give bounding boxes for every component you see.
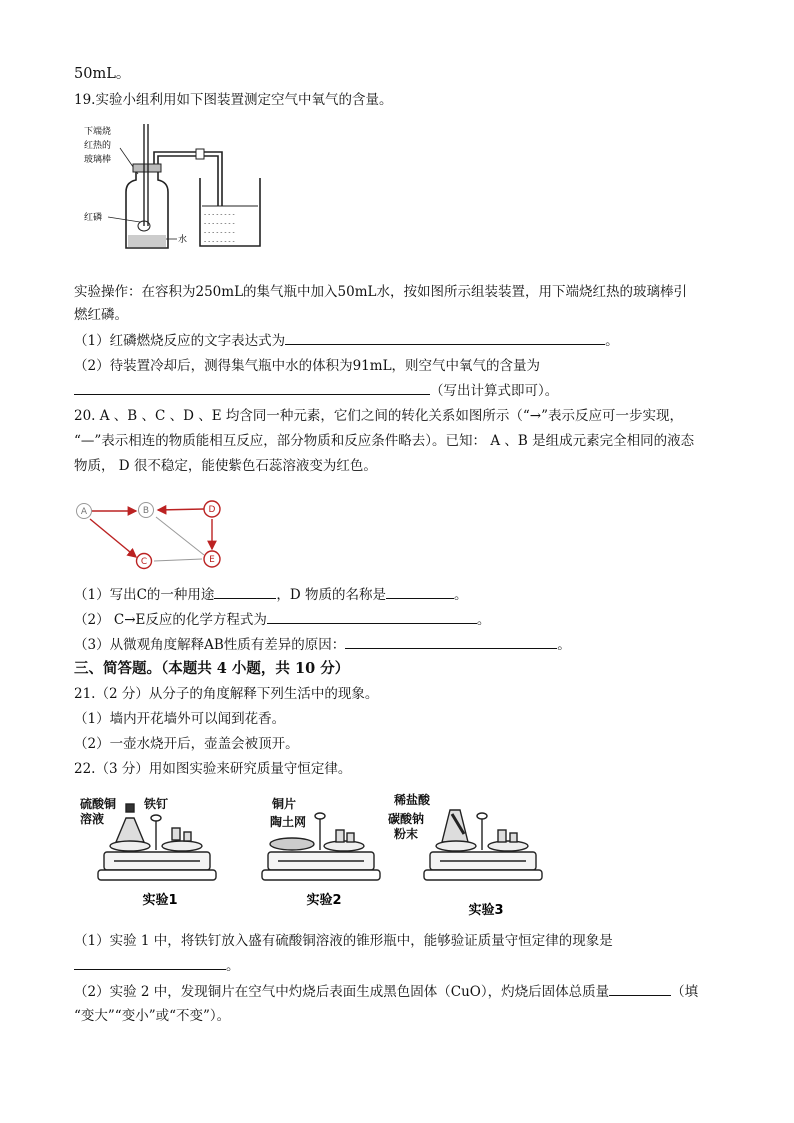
- svg-text:- - - - - - - -: - - - - - - - -: [204, 229, 235, 236]
- answer-blank[interactable]: [285, 331, 605, 345]
- e3-na2co3-label-1: 碳酸钠: [388, 812, 425, 826]
- phosphorus-label: 红磷: [84, 213, 103, 223]
- q21-stem: 21.（2 分）从分子的角度解释下列生活中的现象。: [74, 686, 379, 702]
- node-e: E: [209, 555, 215, 565]
- q21-sub1: （1）墙内开花墙外可以闻到花香。: [74, 711, 286, 727]
- q20-stem-line3: 物质， D 很不稳定，能使紫色石蕊溶液变为红色。: [74, 458, 377, 474]
- q19-sub2-blank: （写出计算式即可）。: [74, 381, 558, 401]
- experiment-1-title: 实验1: [142, 893, 178, 908]
- rod-label-3: 玻璃棒: [84, 155, 112, 165]
- section-3-heading: 三、简答题。（本题共 4 小题，共 10 分）: [74, 660, 350, 677]
- e1-nail-label: 铁钉: [144, 797, 169, 811]
- e2-net-label: 陶土网: [270, 815, 307, 829]
- rod-label-1: 下端烧: [84, 127, 112, 137]
- q20-stem-line2: “—”表示相连的物质能相互反应，部分物质和反应条件略去）。已知： A 、B 是组成元素完全相同的液态: [74, 433, 695, 449]
- q20-sub3: （3）从微观角度解释AB性质有差异的原因： 。: [74, 637, 571, 653]
- q19-operation-line2: 燃红磷。: [74, 307, 128, 323]
- node-c: C: [140, 557, 148, 567]
- q19-sub2: （2）待装置冷却后，测得集气瓶中水的体积为91mL，则空气中氧气的含量为: [74, 358, 541, 374]
- answer-blank[interactable]: [214, 585, 276, 599]
- answer-blank[interactable]: [609, 982, 671, 996]
- q19-apparatus-figure: [82, 118, 282, 258]
- q22-sub1-blank: 。: [74, 956, 240, 976]
- svg-text:- - - - - - - -: - - - - - - - -: [204, 238, 235, 245]
- node-a: A: [80, 507, 88, 517]
- e3-na2co3-label-2: 粉末: [394, 827, 419, 841]
- balance-1: [98, 804, 216, 880]
- water-label: 水: [178, 235, 188, 245]
- rod-label-2: 红热的: [84, 141, 112, 151]
- answer-blank[interactable]: [267, 610, 477, 624]
- e3-acid-label: 稀盐酸: [394, 793, 431, 807]
- q20-relation-diagram: [72, 495, 232, 577]
- e1-solution-label-2: 溶液: [80, 812, 105, 826]
- q20-stem-line1: 20. A 、B 、C 、D 、E 均含同一种元素，它们之间的转化关系如图所示（“→”表示反应可一步实现，: [74, 408, 684, 424]
- q19-sub1: （1）红磷燃烧反应的文字表达式为 。: [74, 333, 619, 349]
- node-b: B: [142, 506, 150, 516]
- q21-sub2: （2）一壶水烧开后，壶盖会被顶开。: [74, 736, 299, 752]
- experiment-2-title: 实验2: [306, 893, 342, 908]
- svg-text:- - - - - - - -: - - - - - - - -: [204, 220, 235, 227]
- experiment-3-title: 实验3: [468, 903, 504, 918]
- answer-blank[interactable]: [74, 381, 430, 395]
- q22-experiments-figure: [74, 790, 564, 920]
- node-d: D: [208, 505, 216, 515]
- svg-text:- - - - - - - -: - - - - - - - -: [204, 211, 235, 218]
- q22-sub2-cont: “变大”“变小”或“不变”）。: [74, 1008, 231, 1024]
- q22-stem: 22.（3 分）用如图实验来研究质量守恒定律。: [74, 761, 352, 777]
- e2-copper-label: 铜片: [272, 797, 297, 811]
- answer-blank[interactable]: [345, 635, 557, 649]
- balance-3: [424, 810, 542, 880]
- q20-sub2: （2） C→E反应的化学方程式为 。: [74, 612, 491, 628]
- q22-sub1: （1）实验 1 中，将铁钉放入盛有硫酸铜溶液的锥形瓶中，能够验证质量守恒定律的现象是: [74, 933, 613, 949]
- answer-blank[interactable]: [74, 956, 226, 970]
- previous-answer-tail: 50mL。: [74, 66, 131, 82]
- q20-sub1: （1）写出C的一种用途 ，D 物质的名称是 。: [74, 587, 468, 603]
- answer-blank[interactable]: [386, 585, 454, 599]
- e1-solution-label-1: 硫酸铜: [80, 797, 117, 811]
- question-19-stem: 19.实验小组利用如下图装置测定空气中氧气的含量。: [74, 92, 393, 108]
- q19-operation-line1: 实验操作：在容积为250mL的集气瓶中加入50mL水，按如图所示组装装置，用下端烧红热的玻璃棒引: [74, 284, 687, 300]
- q22-sub2: （2）实验 2 中，发现铜片在空气中灼烧后表面生成黑色固体（CuO），灼烧后固体总质量 （填: [74, 984, 699, 1000]
